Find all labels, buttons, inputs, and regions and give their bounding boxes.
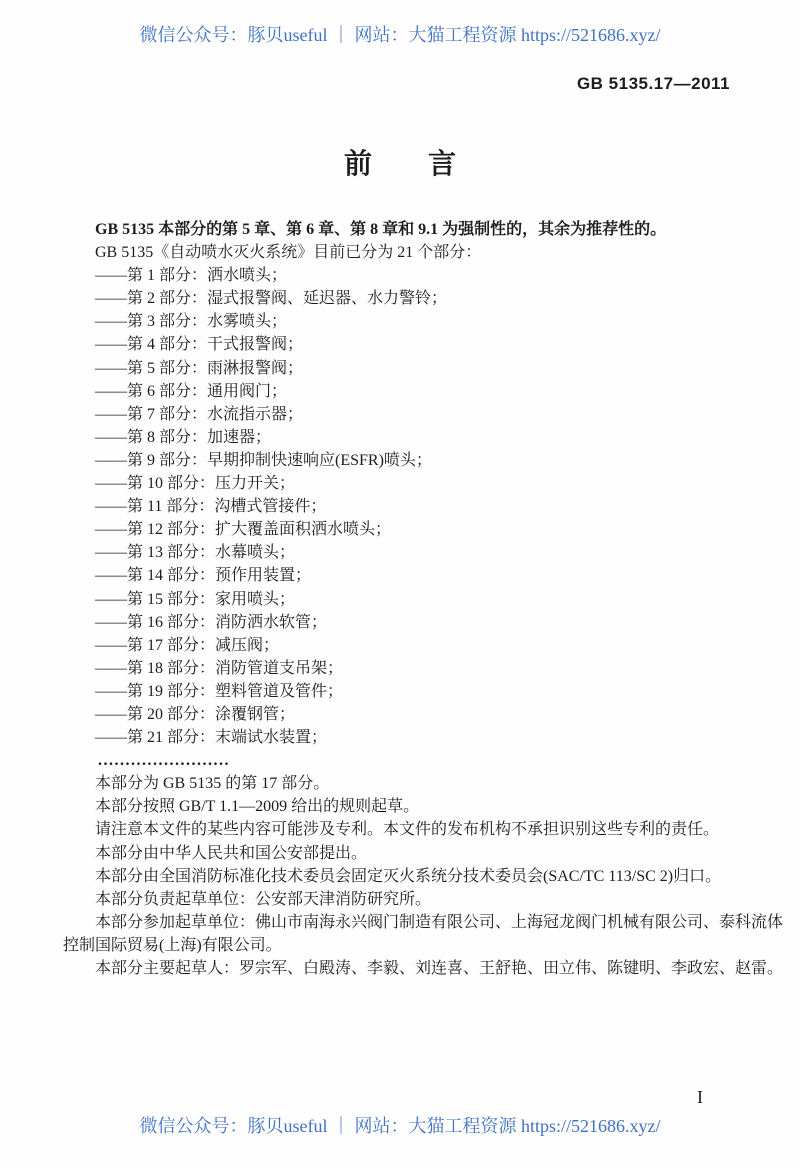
part-list-item: ——第 11 部分：沟槽式管接件； [63, 498, 327, 516]
part-list-item: ——第 18 部分：消防管道支吊架； [63, 659, 344, 677]
part-list-item: ——第 9 部分：早期抑制快速响应(ESFR)喷头； [63, 451, 432, 469]
part-list-item: ——第 4 部分：干式报警阀； [63, 336, 304, 354]
ellipsis-line: ........................ [63, 752, 231, 770]
foreword-paragraph-line: 控制国际贸易(上海)有限公司。 [63, 936, 282, 954]
part-list-item: ——第 15 部分：家用喷头； [63, 590, 296, 608]
scope-note-line: GB 5135 本部分的第 5 章、第 6 章、第 8 章和 9.1 为强制性的，其余为推荐性的。 [63, 221, 667, 238]
foreword-paragraph-line: 本部分参加起草单位：佛山市南海永兴阀门制造有限公司、上海冠龙阀门机械有限公司、泰科流体 [63, 913, 784, 931]
part-list-item: ——第 8 部分：加速器； [63, 428, 272, 446]
foreword-paragraph-line: 本部分负责起草单位：公安部天津消防研究所。 [63, 890, 432, 908]
foreword-paragraph-line: 请注意本文件的某些内容可能涉及专利。本文件的发布机构不承担识别这些专利的责任。 [63, 821, 720, 839]
foreword-paragraphs [63, 772, 783, 980]
standard-code: GB 5135.17—2011 [576, 74, 730, 93]
parts-list [63, 264, 783, 749]
foreword-paragraph-line: 本部分为 GB 5135 的第 17 部分。 [63, 775, 330, 793]
foreword-content [63, 218, 783, 980]
part-list-item: ——第 19 部分：塑料管道及管件； [63, 682, 344, 700]
part-list-item: ——第 14 部分：预作用装置； [63, 567, 312, 585]
parts-intro-line: GB 5135《自动喷水灭火系统》目前已分为 21 个部分： [63, 244, 482, 262]
watermark-footer: 微信公众号：豚贝useful ｜ 网站：大猫工程资源 https://521686.xyz/ [139, 1116, 661, 1136]
page-title: 前 言 [343, 148, 456, 179]
part-list-item: ——第 6 部分：通用阀门； [63, 382, 288, 400]
page-number: I [697, 1087, 703, 1107]
part-list-item: ——第 7 部分：水流指示器； [63, 405, 304, 423]
part-list-item: ——第 16 部分：消防洒水软管； [63, 613, 328, 631]
part-list-item: ——第 1 部分：洒水喷头； [63, 267, 288, 285]
foreword-paragraph-line: 本部分由中华人民共和国公安部提出。 [63, 844, 368, 862]
part-list-item: ——第 12 部分：扩大覆盖面积洒水喷头； [63, 521, 392, 539]
watermark-header: 微信公众号：豚贝useful ｜ 网站：大猫工程资源 https://521686.xyz/ [139, 25, 661, 45]
foreword-paragraph-line: 本部分主要起草人：罗宗军、白殿涛、李毅、刘连喜、王舒艳、田立伟、陈键明、李政宏、赵雷。 [63, 960, 784, 977]
part-list-item: ——第 5 部分：雨淋报警阀； [63, 359, 304, 377]
foreword-paragraph-line: 本部分按照 GB/T 1.1—2009 给出的规则起草。 [63, 798, 420, 816]
part-list-item: ——第 21 部分：末端试水装置； [63, 729, 328, 747]
part-list-item: ——第 20 部分：涂覆钢管； [63, 705, 296, 723]
part-list-item: ——第 3 部分：水雾喷头； [63, 313, 288, 331]
part-list-item: ——第 17 部分：减压阀； [63, 636, 280, 654]
part-list-item: ——第 2 部分：湿式报警阀、延迟器、水力警铃； [63, 290, 448, 308]
part-list-item: ——第 10 部分：压力开关； [63, 475, 296, 493]
part-list-item: ——第 13 部分：水幕喷头； [63, 544, 296, 562]
foreword-paragraph-line: 本部分由全国消防标准化技术委员会固定灭火系统分技术委员会(SAC/TC 113/SC 2)归口。 [63, 867, 722, 885]
